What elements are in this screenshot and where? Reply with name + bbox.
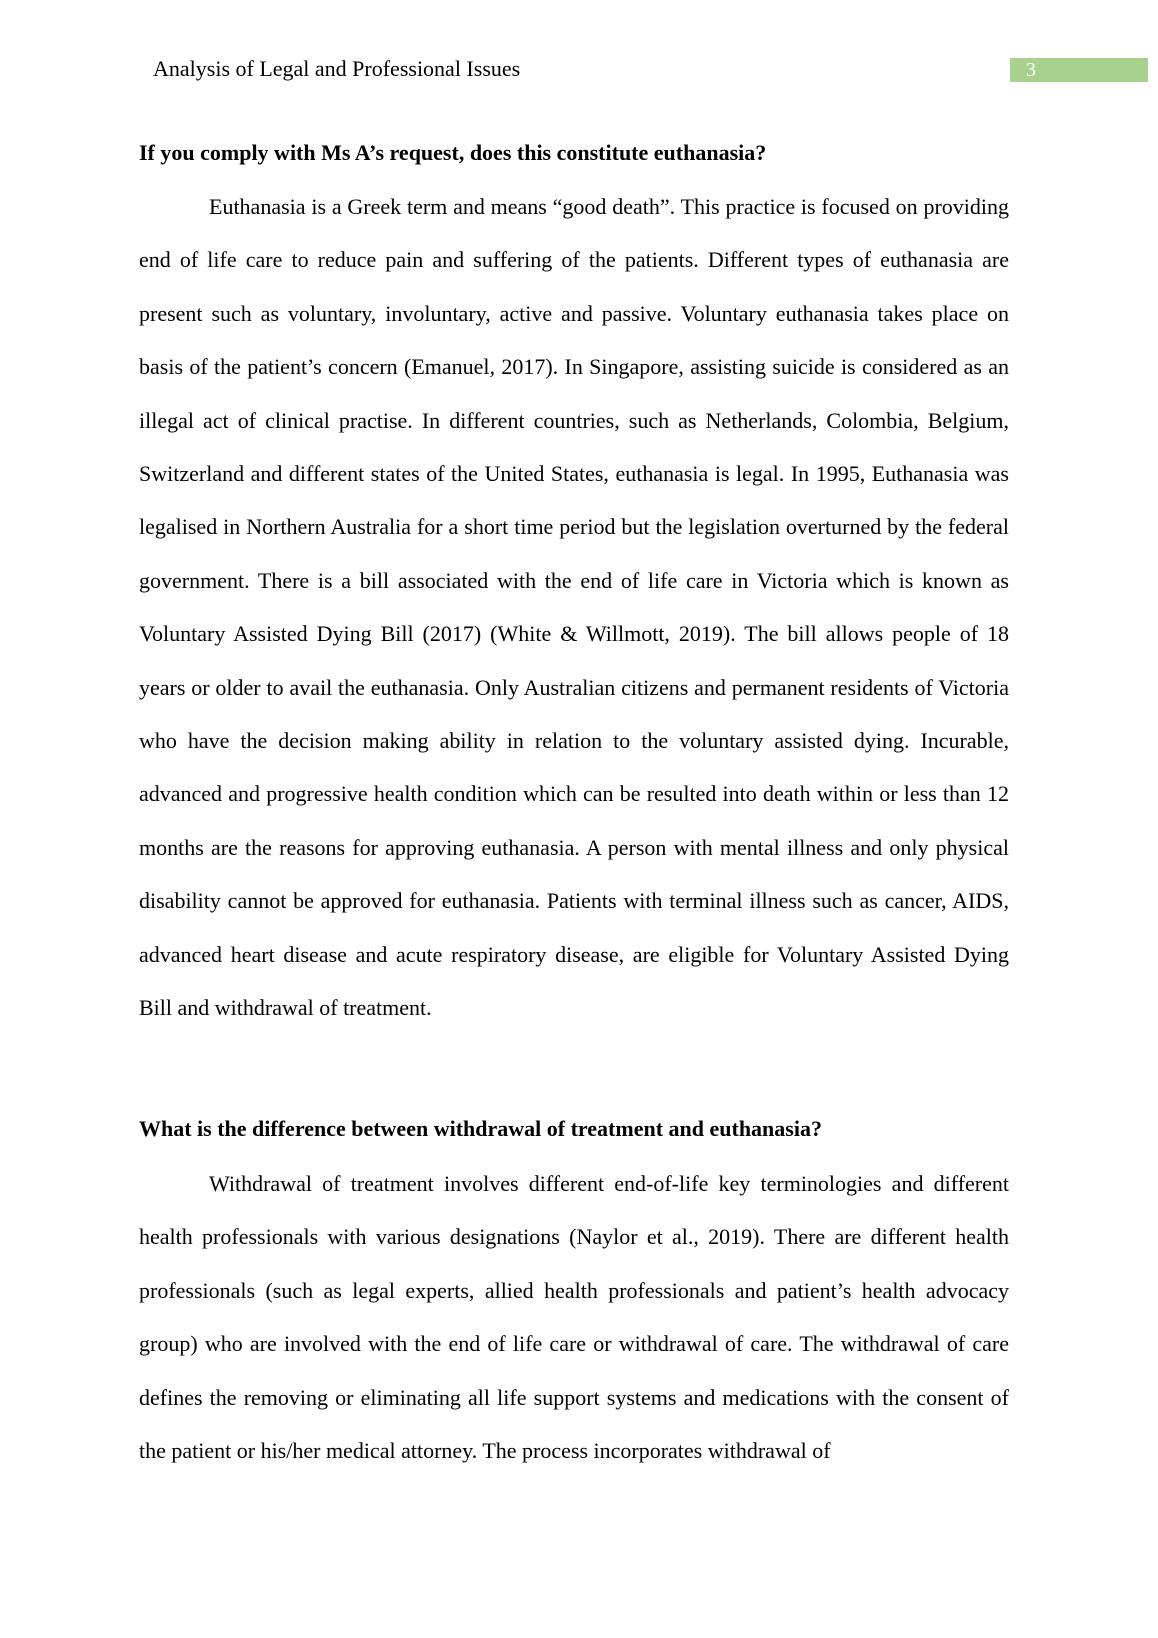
- section-heading: What is the difference between withdrawal of treatment and euthanasia?: [139, 1116, 822, 1141]
- running-header-title: Analysis of Legal and Professional Issues: [153, 56, 521, 81]
- section-heading: If you comply with Ms A’s request, does this constitute euthanasia?: [139, 140, 767, 165]
- section-paragraph: Withdrawal of treatment involves different end-of-life key terminologies and different health professionals with various designations (Naylor et al., 2019). There are different health professionals (such as legal experts, allied health professionals and patient’s health advocacy group) who are involved with the end of life care or withdrawal of care. The withdrawal of care defines the removing or eliminating all life support systems and medications with the consent of the patient or his/her medical attorney. The process incorporates withdrawal of: [139, 1171, 1009, 1464]
- section-paragraph: Euthanasia is a Greek term and means “good death”. This practice is focused on providing end of life care to reduce pain and suffering of the patients. Different types of euthanasia are present such as voluntary, involuntary, active and passive. Voluntary euthanasia takes place on basis of the patient’s concern (Emanuel, 2017). In Singapore, assisting suicide is considered as an illegal act of clinical practise. In different countries, such as Netherlands, Colombia, Belgium, Switzerland and different states of the United States, euthanasia is legal. In 1995, Euthanasia was legalised in Northern Australia for a short time period but the legislation overturned by the federal government. There is a bill associated with the end of life care in Victoria which is known as Voluntary Assisted Dying Bill (2017) (White & Willmott, 2019). The bill allows people of 18 years or older to avail the euthanasia. Only Australian citizens and permanent residents of Victoria who have the decision making ability in relation to the voluntary assisted dying. Incurable, advanced and progressive health condition which can be resulted into death within or less than 12 months are the reasons for approving euthanasia. A person with mental illness and only physical disability cannot be approved for euthanasia. Patients with terminal illness such as cancer, AIDS, advanced heart disease and acute respiratory disease, are eligible for Voluntary Assisted Dying Bill and withdrawal of treatment.: [139, 194, 1009, 1021]
- page-number-badge: 3: [1010, 58, 1148, 82]
